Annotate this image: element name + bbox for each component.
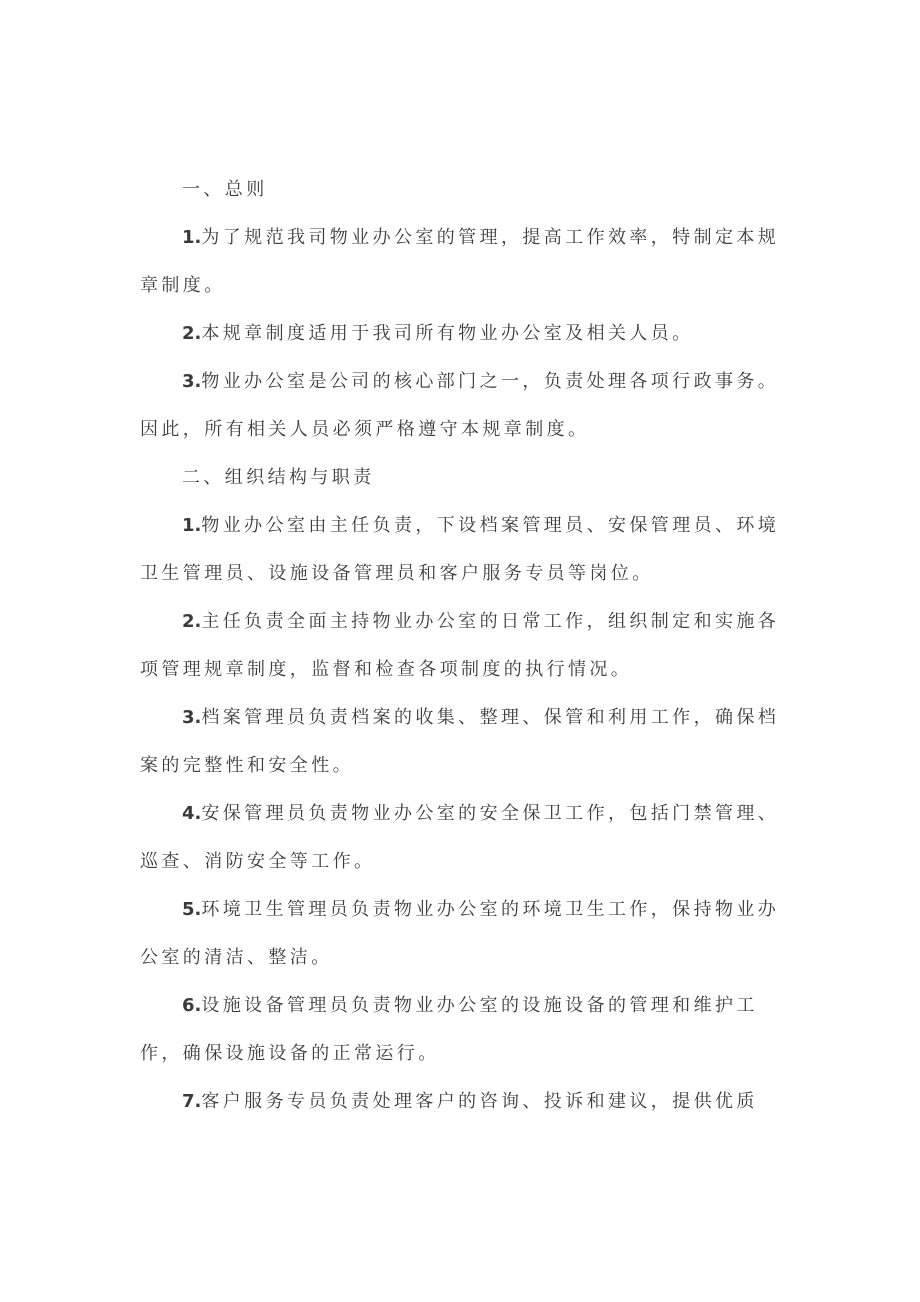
clause-paragraph: 4.安保管理员负责物业办公室的安全保卫工作，包括门禁管理、巡查、消防安全等工作。 bbox=[140, 803, 780, 872]
clause-paragraph: 3.物业办公室是公司的核心部门之一，负责处理各项行政事务。因此，所有相关人员必须严格遵守本规章制度。 bbox=[140, 371, 780, 440]
clause-paragraph: 5.环境卫生管理员负责物业办公室的环境卫生工作，保持物业办公室的清洁、整洁。 bbox=[140, 899, 780, 968]
clause-paragraph: 7.客户服务专员负责处理客户的咨询、投诉和建议，提供优质 bbox=[182, 1091, 758, 1112]
document-body bbox=[140, 166, 785, 1126]
clause-paragraph: 1.为了规范我司物业办公室的管理，提高工作效率，特制定本规章制度。 bbox=[140, 227, 780, 296]
section-heading: 一、总则 bbox=[182, 179, 268, 200]
clause-paragraph: 2.本规章制度适用于我司所有物业办公室及相关人员。 bbox=[182, 323, 694, 344]
clause-paragraph: 3.档案管理员负责档案的收集、整理、保管和利用工作，确保档案的完整性和安全性。 bbox=[140, 707, 780, 776]
clause-paragraph: 2.主任负责全面主持物业办公室的日常工作，组织制定和实施各项管理规章制度，监督和检查各项制度的执行情况。 bbox=[140, 611, 780, 680]
clause-paragraph: 6.设施设备管理员负责物业办公室的设施设备的管理和维护工作，确保设施设备的正常运行。 bbox=[140, 995, 758, 1064]
clause-paragraph: 1.物业办公室由主任负责，下设档案管理员、安保管理员、环境卫生管理员、设施设备管理员和客户服务专员等岗位。 bbox=[140, 515, 780, 584]
section-heading: 二、组织结构与职责 bbox=[182, 467, 375, 488]
